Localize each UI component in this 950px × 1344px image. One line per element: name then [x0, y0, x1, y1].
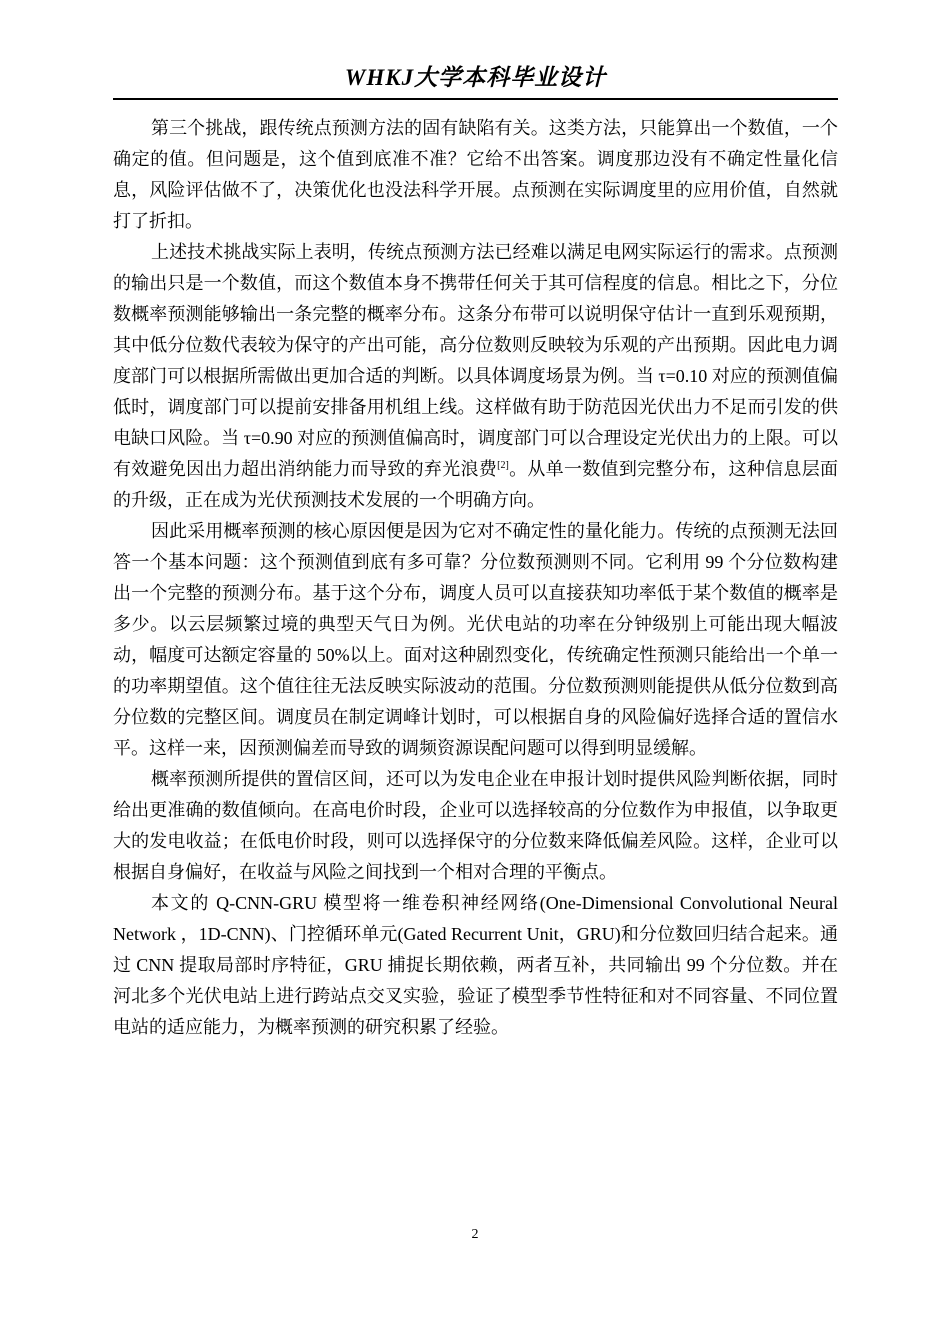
- page-header-title: WHKJ大学本科毕业设计: [344, 65, 607, 90]
- page-number: 2: [471, 1227, 479, 1242]
- paragraph-5: 本文的 Q-CNN-GRU 模型将一维卷积神经网络(One-Dimensional Convolutional Neural Network ，1D-CNN)、门控循环单元(Gated Recurrent Unit，GRU)和分位数回归结合起来。通过 CNN 提取局部时序特征，GRU 捕捉长期依赖，两者互补，共同输出 99 个分位数。并在河北多个光伏电站上进行跨站点交叉实验，验证了模型季节性特征和对不同容量、不同位置电站的适应能力，为概率预测的研究积累了经验。: [113, 893, 838, 1037]
- header-rule: [113, 98, 838, 100]
- paragraph-3: 因此采用概率预测的核心原因便是因为它对不确定性的量化能力。传统的点预测无法回答一个基本问题：这个预测值到底有多可靠？分位数预测则不同。它利用 99 个分位数构建出一个完整的预测分布。基于这个分布，调度人员可以直接获知功率低于某个数值的概率是多少。以云层频繁过境的典型天气日为例。光伏电站的功率在分钟级别上可能出现大幅波动，幅度可达额定容量的 50%以上。面对这种剧烈变化，传统确定性预测只能给出一个单一的功率期望值。这个值往往无法反映实际波动的范围。分位数预测则能提供从低分位数到高分位数的完整区间。调度员在制定调峰计划时，可以根据自身的风险偏好选择合适的置信水平。这样一来，因预测偏差而导致的调频资源误配问题可以得到明显缓解。: [113, 521, 838, 758]
- paragraph-2: [113, 237, 838, 516]
- paragraph-1: 第三个挑战，跟传统点预测方法的固有缺陷有关。这类方法，只能算出一个数值，一个确定的值。但问题是，这个值到底准不准？它给不出答案。调度那边没有不确定性量化信息，风险评估做不了，决策优化也没法科学开展。点预测在实际调度里的应用价值，自然就打了折扣。: [113, 118, 838, 231]
- paragraph-2-text-before: 上述技术挑战实际上表明，传统点预测方法已经难以满足电网实际运行的需求。点预测的输出只是一个数值，而这个数值本身不携带任何关于其可信程度的信息。相比之下，分位数概率预测能够输出一条完整的概率分布。这条分布带可以说明保守估计一直到乐观预期，其中低分位数代表较为保守的产出可能，高分位数则反映较为乐观的产出预期。因此电力调度部门可以根据所需做出更加合适的判断。以具体调度场景为例。当 τ=0.10 对应的预测值偏低时，调度部门可以提前安排备用机组上线。这样做有助于防范因光伏出力不足而引发的供电缺口风险。当 τ=0.90 对应的预测值偏高时，调度部门可以合理设定光伏出力的上限。可以有效避免因出力超出消纳能力而导致的弃光浪费: [113, 242, 838, 479]
- citation-marker: [2]: [497, 460, 509, 471]
- paragraph-4: 概率预测所提供的置信区间，还可以为发电企业在申报计划时提供风险判断依据，同时给出更准确的数值倾向。在高电价时段，企业可以选择较高的分位数作为申报值，以争取更大的发电收益；在低电价时段，则可以选择保守的分位数来降低偏差风险。这样，企业可以根据自身偏好，在收益与风险之间找到一个相对合理的平衡点。: [113, 769, 838, 882]
- paragraph-2-text-after: 。从单一数值到完整分布，这种信息层面的升级，正在成为光伏预测技术发展的一个明确方向。: [113, 459, 839, 510]
- body-text: [113, 113, 838, 1043]
